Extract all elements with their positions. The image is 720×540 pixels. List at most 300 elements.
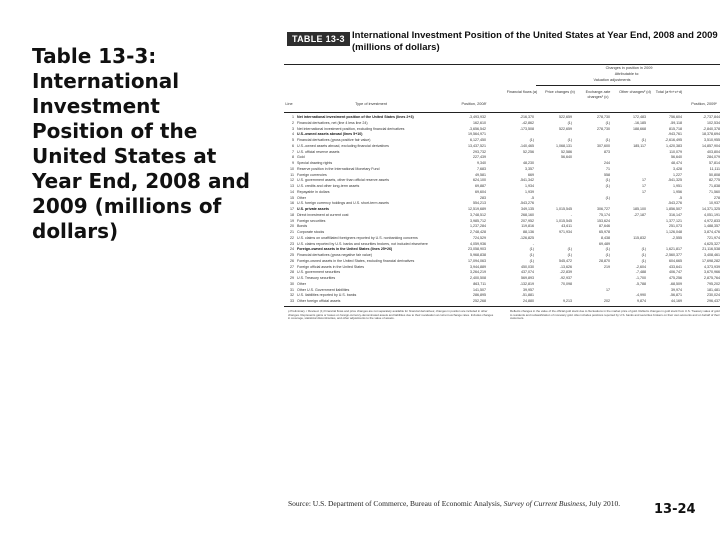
row-value: -2,555 [671,235,682,240]
row-value: 4,972,833 [704,218,720,223]
row-value: (1) [529,247,534,252]
row-value: 70,098 [561,281,572,286]
row-value: -68,509 [669,281,682,286]
row-value: 1,068,131 [556,143,572,148]
row-value: -543,276 [667,201,682,206]
row-value: (1) [641,258,646,263]
row-label: Financial derivatives, net (line 4 less line 24) [297,120,368,125]
row-value: -56,871 [669,293,682,298]
table-row [284,138,720,144]
row-value: -541,325 [667,178,682,183]
row-value: 9,340 [477,161,486,165]
row-value: -541,342 [519,178,534,183]
row-value: (1) [529,258,534,263]
row-value: 1,856,507 [666,207,682,211]
notes-left: p Preliminary. r Revised. (1) Financial flows and price changes are not separately available for financial derivatives; changes in position are included in other changes. Represents gains or losses on foreign-currency-denominated assets and liabilities due to their revaluation at current exchange rates. Includes changes in coverage, statistical discontinuities, and other adjustments to the value of assets. [288,309,494,321]
header-bottom-rule [284,112,720,113]
row-value: 278 [714,195,720,200]
row-value: 48,230 [523,161,534,165]
row-value: 18,378,694 [702,132,720,137]
group-rule [536,85,720,86]
row-value: 244 [604,161,610,165]
row-value: -126,825 [519,235,534,240]
row-value: 207,952 [521,218,534,223]
table-row [284,127,720,133]
row-value: -2,604 [635,264,646,269]
table-row [284,150,720,156]
row-label: U.S.-owned assets abroad, excluding financial derivatives [297,143,389,148]
row-value: (1) [605,184,610,188]
row-value: (1) [605,120,610,125]
row-value: -3,493,932 [468,115,486,119]
row-line-number: 5 [292,138,294,142]
row-value: 5,968,838 [470,253,486,257]
row-value: 4,051,191 [704,212,720,217]
row-label: Foreign currencies [297,172,327,177]
table-row [284,190,720,196]
row-value: -13,626 [559,264,572,269]
row-value: 9,213 [563,299,572,303]
row-value: 172,483 [633,115,646,119]
row-value: 10,937 [709,201,720,206]
row-value: -51,881 [521,293,534,298]
row-value: (1) [605,247,610,252]
row-value: 102,534 [707,120,720,125]
table-row [284,236,720,242]
row-label: Financial derivatives (gross positive fair value) [297,138,371,142]
row-label: U.S. liabilities reported by U.S. banks [297,293,357,298]
row-value: -92,937 [559,276,572,280]
table-row [284,230,720,236]
row-line-number: 32 [290,293,294,298]
row-value: 3,670,966 [704,270,720,275]
row-value: 1,227 [673,172,682,177]
row-line-number: 22 [290,235,294,240]
row-label: Other [297,281,306,286]
table-row [284,242,720,248]
row-value: 3,874,476 [704,230,720,234]
row-value: 4,059,936 [470,241,486,246]
table-row [284,265,720,271]
row-value: 71,838 [709,184,720,188]
table-row [284,288,720,294]
source-title: Survey of Current Business [503,499,586,508]
page-number: 13-24 [654,502,696,517]
table-row [284,196,720,202]
row-label: Gold [297,155,305,160]
table-row [284,247,720,253]
column-header: Other changes² (d) [619,90,651,94]
row-line-number: 7 [292,149,294,154]
row-value: 11,111 [709,166,720,171]
row-value: 268,160 [521,212,534,217]
table-row [284,224,720,230]
row-value: 1,956 [673,189,682,194]
table-row [284,167,720,173]
row-label: Other [297,195,306,200]
row-line-number: 14 [290,189,294,194]
row-label: U.S. credits and other long-term assets [297,184,360,188]
row-label: Foreign official assets in the United States [297,264,365,269]
row-line-number: 21 [290,230,294,234]
row-value: 669 [528,172,534,177]
row-value: 87,646 [599,224,610,229]
row-value: 756,604 [669,115,682,119]
row-value: - [532,241,534,246]
row-label: U.S. government assets, other than official reserve assets [297,178,390,183]
row-value: 181,481 [707,287,720,292]
row-line-number: 28 [290,270,294,275]
row-value: 52,586 [561,149,572,154]
row-value: 17,698,282 [702,258,720,263]
row-line-number: 17 [290,207,294,211]
row-line-number: 24 [290,247,294,252]
row-value: 23,058,903 [468,247,486,252]
row-value: -5 [530,195,534,200]
table-row [284,144,720,150]
row-label: U.S.-owned assets abroad (lines 5+10) [297,132,363,137]
row-value: 1,420,383 [666,143,682,148]
row-value: 17 [642,178,646,183]
column-header: Exchange-rate changes¹ (c) [585,90,611,99]
row-line-number: 6 [292,143,294,148]
row-value: -59,118 [670,120,682,125]
row-value: 110,079 [669,149,682,154]
table-row [284,282,720,288]
row-value: 14,857,904 [702,143,720,148]
row-value: 3,510,955 [704,138,720,142]
row-value: - [570,212,572,217]
row-value: 1,126,048 [666,230,682,234]
row-value: 14,371,325 [702,207,720,211]
row-value: 3,264,219 [470,270,486,275]
table-row [284,173,720,179]
table-row [284,219,720,225]
row-label: Foreign securities [297,218,326,223]
table-row [284,201,720,207]
table-row [284,276,720,282]
row-label: U.S. private assets [297,207,329,211]
row-value: (1) [605,178,610,183]
row-value: 12,519,689 [468,207,486,211]
row-value: 433,641 [669,264,682,269]
table-row [284,132,720,138]
row-value: 406,747 [669,270,682,275]
row-value: 185,100 [633,207,646,211]
table-row [284,155,720,161]
row-line-number: 11 [290,172,294,177]
row-value: (1) [567,138,572,142]
row-value: 24,880 [523,299,534,303]
row-value: 316,147 [669,212,682,217]
row-value: 17 [606,287,610,292]
row-value: 3,748,512 [470,212,486,217]
table-tag: TABLE 13-3 [287,32,350,46]
row-label: Repayable in dollars [297,189,330,194]
row-value: 1,237,284 [470,224,486,229]
row-value: -27,187 [633,212,646,217]
row-value: 75,174 [599,212,610,217]
row-value: 349,135 [521,207,534,211]
row-label: Reserve position in the International Monetary Fund [297,166,380,171]
row-value: 17 [642,189,646,194]
row-value: 2,748,428 [470,230,486,234]
row-line-number: 27 [290,264,294,269]
row-line-number: 1 [292,115,294,119]
row-value: 21,116,538 [702,247,720,252]
source-prefix: Source: U.S. Department of Commerce, Bureau of Economic Analysis, [288,499,502,508]
column-header: Position, 2009ᵖ [691,102,717,106]
row-value: 475,256 [669,276,682,280]
table-row [284,178,720,184]
row-label: Other U.S. Government liabilities [297,287,350,292]
row-value: 82,775 [709,178,720,183]
row-value: -42,862 [521,120,534,125]
row-value: -943,761 [667,132,682,137]
row-line-number: 13 [290,184,294,188]
row-value: 17 [642,184,646,188]
row-value: 252,268 [473,299,486,303]
row-value: 795,202 [707,281,720,286]
row-value: 403,804 [707,149,720,154]
row-line-number: 3 [292,126,294,131]
row-value: 624,100 [473,178,486,183]
row-value: 522,659 [559,126,572,131]
row-value: 4,373,939 [704,264,720,269]
row-value: 19,564,971 [468,132,486,137]
row-value: -173,508 [519,126,534,131]
column-header: Total (a+b+c+d) [655,90,683,94]
row-value: 558 [604,172,610,177]
row-value: 115,832 [633,235,646,240]
row-value: -216,370 [519,115,534,119]
row-value: 3,408,461 [704,253,720,257]
slide-title: Table 13-3: International Investment Position of the United States at Year End, 2008 and 2009 (millions of dollars) [32,44,250,243]
row-value: 283 [480,195,486,200]
row-value: 450,030 [521,264,534,269]
row-value: 230,024 [707,293,720,298]
row-value: 522,659 [559,115,572,119]
row-line-number: 29 [290,276,294,280]
row-line-number: 25 [290,253,294,257]
attributable-header: Attributable to: [614,72,640,76]
row-value: 227,439 [473,155,486,160]
row-value: 219 [604,264,610,269]
group-header: Changes in position in 2009 [605,66,653,70]
row-line-number: 20 [290,224,294,229]
body-bottom-rule [284,306,720,307]
row-label: Bonds [297,224,308,229]
row-value: 296,437 [707,299,720,303]
table-row [284,299,720,305]
row-value: 721,974 [707,235,720,240]
row-value: (1) [641,253,646,257]
table-row [284,184,720,190]
row-value: (1) [605,138,610,142]
row-value: 43,611 [561,224,572,229]
row-value: 554,213 [473,201,486,206]
row-value: -140,465 [519,143,534,148]
table-row [284,121,720,127]
row-value: 863,711 [473,281,486,286]
row-value: 278,730 [597,115,610,119]
row-value: 185,117 [633,143,646,148]
source-suffix: , July 2010. [585,499,621,508]
column-header: Line [285,102,293,106]
row-value: 1,934 [525,184,534,188]
row-value: 1,488,357 [704,224,720,229]
row-label: U.S. claims reported by U.S. banks and securities brokers, not included elsewhere [297,241,428,246]
row-label: Net international investment position, excluding financial derivatives [297,126,405,131]
row-value: -2,840,378 [702,126,720,131]
row-value: -132,819 [519,281,534,286]
row-value: -5 [678,195,682,200]
table-row [284,253,720,259]
table-header [284,28,720,64]
row-value: 69,489 [599,241,610,246]
row-label: Corporate stocks [297,230,325,234]
row-value: 1,377,121 [666,218,682,223]
row-value: -1,700 [635,276,646,280]
row-value: 52,256 [523,149,534,154]
row-value: 39,974 [671,287,682,292]
table-row [284,293,720,299]
row-value: -5,788 [635,281,646,286]
row-value: 48,474 [671,161,682,165]
notes-right: Reflects changes in the value of the official gold stock due to fluctuations in the market price of gold. Reflects changes in gold stock from U.S. Treasury sales of gold to residents and reclassification of monetary gold. Also includes positions reported by U.S. banks and securities brokers on their own accounts and on behalf of their customers. [510,309,720,321]
row-value: 13,437,521 [468,143,486,148]
table-caption: International Investment Position of the United States at Year End, 2008 and 2009 (millions of dollars) [352,30,718,53]
row-value: 7,683 [477,166,486,171]
row-value: 604,665 [669,258,682,263]
row-value: -7,488 [635,270,646,275]
row-value: 307,600 [597,143,610,148]
row-value: 1,015,545 [556,207,572,211]
row-label: U.S. government securities [297,270,341,275]
row-line-number: 10 [290,166,294,171]
row-value: 119,816 [521,224,534,229]
row-value: 873 [604,149,610,154]
row-value: 286,895 [473,293,486,298]
row-value: 69,887 [475,184,486,188]
row-label: U.S. Treasury securities [297,276,336,280]
row-value: 65,978 [599,230,610,234]
row-value: 1,621,817 [666,247,682,252]
row-label: Other foreign official assets [297,299,341,303]
row-value: (1) [567,253,572,257]
row-value: 3,357 [525,166,534,171]
row-value: 69,604 [475,189,486,194]
row-value: 57,814 [709,161,720,165]
row-value: -543,276 [519,201,534,206]
row-label: Direct investment at current cost [297,212,349,217]
row-value: (1) [567,120,572,125]
row-value: (1) [567,247,572,252]
table-13-3 [284,28,720,528]
row-value: 971,934 [559,230,572,234]
row-line-number: 12 [290,178,294,183]
row-value: -2,560,377 [664,253,682,257]
row-label: Foreign-owned assets in the United States, excluding financial derivatives [297,258,415,263]
table-row [284,270,720,276]
row-value: 17,094,063 [468,258,486,263]
row-label: U.S. foreign currency holdings and U.S. short-term assets [297,201,389,206]
row-value: 153,624 [597,218,610,223]
row-value: 3,944,889 [470,264,486,269]
row-value: 1,015,545 [556,218,572,223]
row-line-number: 31 [290,287,294,292]
table-row [284,213,720,219]
row-value: 3,428 [673,166,682,171]
row-value: (1) [641,247,646,252]
row-line-number: 9 [292,161,294,165]
row-value: 49,581 [475,172,486,177]
column-header: Position, 2008ʳ [461,102,487,106]
row-value: -22,839 [559,270,572,275]
row-line-number: 2 [292,120,294,125]
row-value: 202 [604,299,610,303]
row-line-number: 26 [290,258,294,263]
row-value: 437,074 [521,270,534,275]
row-value: (1) [641,138,646,142]
row-value: 50,808 [709,172,720,177]
table-row [284,115,720,121]
row-value: 162,610 [473,120,486,125]
row-value: 2,400,508 [470,276,486,280]
row-value: 251,073 [669,224,682,229]
row-line-number: 23 [290,241,294,246]
row-value: 306,727 [597,207,610,211]
row-value: 278,730 [597,126,610,131]
row-value: -2,737,844 [702,115,720,119]
row-line-number: 4 [292,132,294,137]
row-value: 6,127,450 [470,138,486,142]
row-value: 2,875,764 [704,276,720,280]
row-line-number: 15 [290,195,294,200]
row-line-number: 18 [290,212,294,217]
row-value: 8,438 [601,235,610,240]
row-value: 815,718 [669,126,682,131]
column-header: Financial flows (a) [506,90,538,94]
row-value: -3,656,542 [468,126,486,131]
table-row [284,207,720,213]
row-value: 4,625,327 [704,241,720,246]
row-value: 141,507 [473,287,486,292]
row-line-number: 16 [290,201,294,206]
row-value: 284,079 [707,155,720,160]
row-label: Special drawing rights [297,161,333,165]
row-value: 28,870 [599,258,610,263]
row-value: 71,560 [709,189,720,194]
row-line-number: 33 [290,299,294,303]
row-value: 9,874 [637,299,646,303]
row-line-number: 8 [292,155,294,160]
row-value: (1) [529,253,534,257]
row-value: 56,640 [671,155,682,160]
table-row [284,161,720,167]
row-value: 545,472 [559,258,572,263]
row-value: 71 [606,166,610,171]
row-label: Foreign-owned assets in the United States (lines 25+26) [297,247,393,252]
row-value: (1) [605,253,610,257]
column-header: Type of investment [355,102,387,106]
row-value: 3,985,712 [470,218,486,223]
row-value: 44,169 [671,299,682,303]
row-label: U.S. claims on unaffiliated foreigners reported by U.S. nonbanking concerns [297,235,418,240]
row-value: 1,951 [673,184,682,188]
row-value: 293,732 [473,149,486,154]
table-top-rule [284,64,720,65]
